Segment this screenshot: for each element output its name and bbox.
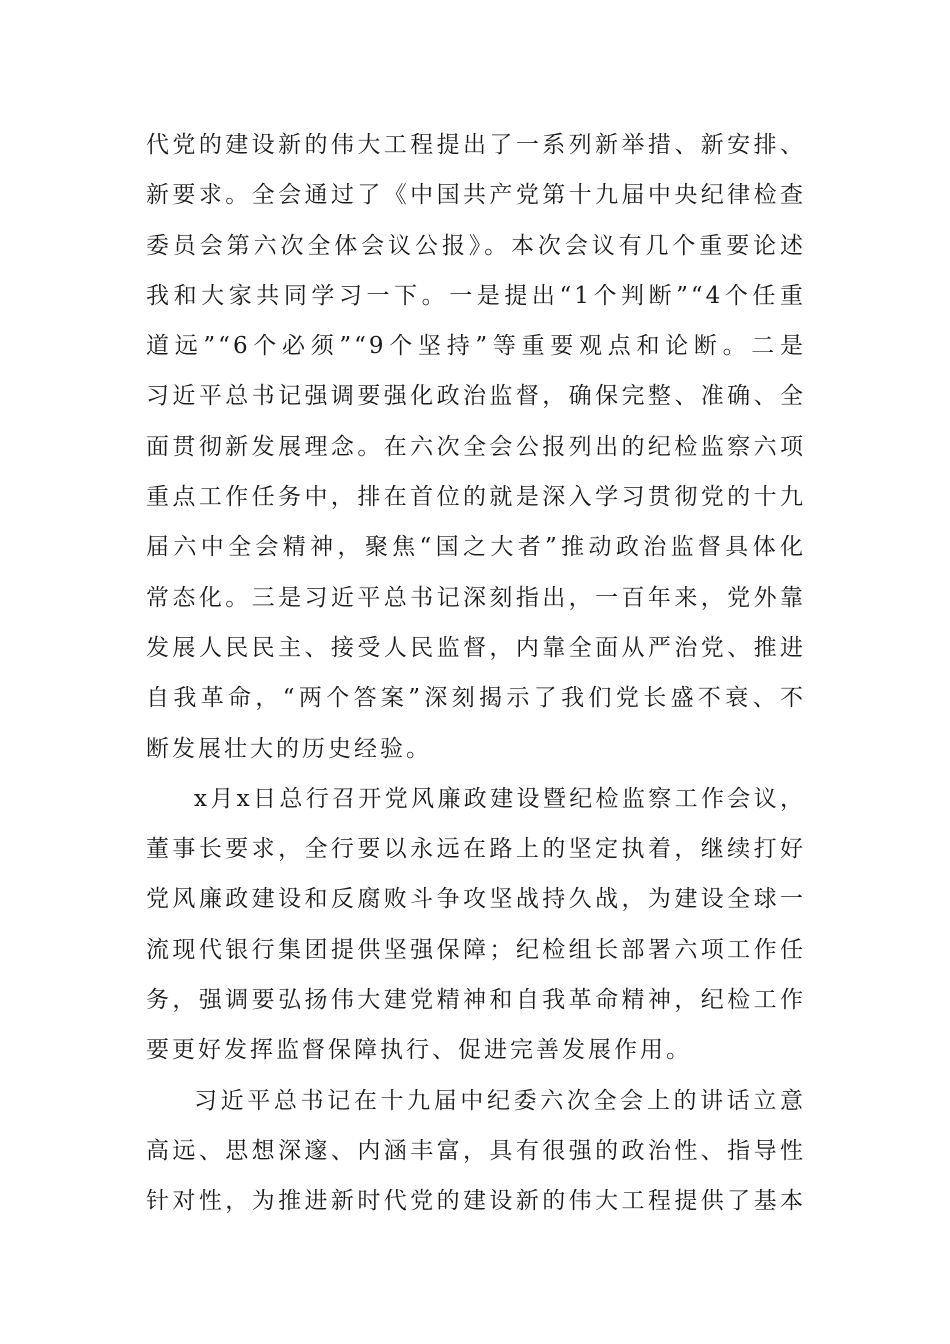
paragraph-2-line-2: 董事长要求，全行要以永远在路上的坚定执着，继续打好 [146,836,806,863]
paragraph-1-line-1: 代党的建设新的伟大工程提出了一系列新举措、新安排、 [146,132,806,158]
paragraph-3-line-1: 习近平总书记在十九届中纪委六次全会上的讲话立意 [194,1087,806,1114]
paragraph-3-line-2: 高远、思想深邃、内涵丰富，具有很强的政治性、指导性 [146,1137,806,1164]
paragraph-1-line-4: 我和大家共同学习一下。一是提出“1个判断”“4个任重 [146,282,806,309]
paragraph-1-line-8: 重点工作任务中，排在首位的就是深入学习贯彻党的十九 [146,484,806,511]
paragraph-1-line-6: 习近平总书记强调要强化政治监督，确保完整、准确、全 [146,383,806,410]
paragraph-1-line-9: 届六中全会精神，聚焦“国之大者”推动政治监督具体化 [146,534,806,561]
paragraph-2-line-6: 要更好发挥监督保障执行、促进完善发展作用。 [146,1037,692,1064]
paragraph-1-line-2: 新要求。全会通过了《中国共产党第十九届中央纪律检查 [146,182,806,209]
paragraph-1-line-3: 委员会第六次全体会议公报》。本次会议有几个重要论述 [146,232,806,259]
paragraph-1-line-10: 常态化。三是习近平总书记深刻指出，一百年来，党外靠 [146,584,806,611]
paragraph-1-line-12: 自我革命，“两个答案”深刻揭示了我们党长盛不衰、不 [146,685,806,712]
paragraph-2-line-5: 务，强调要弘扬伟大建党精神和自我革命精神，纪检工作 [146,987,806,1014]
paragraph-3-line-3: 针对性，为推进新时代党的建设新的伟大工程提供了基本 [146,1188,806,1215]
paragraph-1-line-13: 断发展壮大的历史经验。 [146,735,432,762]
paragraph-1-line-7: 面贯彻新发展理念。在六次全会公报列出的纪检监察六项 [146,433,806,460]
paragraph-2-line-3: 党风廉政建设和反腐败斗争攻坚战持久战，为建设全球一 [146,886,806,913]
paragraph-2-line-1: x月x日总行召开党风廉政建设暨纪检监察工作会议， [194,785,806,812]
paragraph-1-line-11: 发展人民民主、接受人民监督，内靠全面从严治党、推进 [146,634,806,661]
document-body [146,120,806,1227]
paragraph-1-line-5: 道远”“6个必须”“9个坚持”等重要观点和论断。二是 [146,333,806,360]
paragraph-2-line-4: 流现代银行集团提供坚强保障；纪检组长部署六项工作任 [146,936,806,963]
